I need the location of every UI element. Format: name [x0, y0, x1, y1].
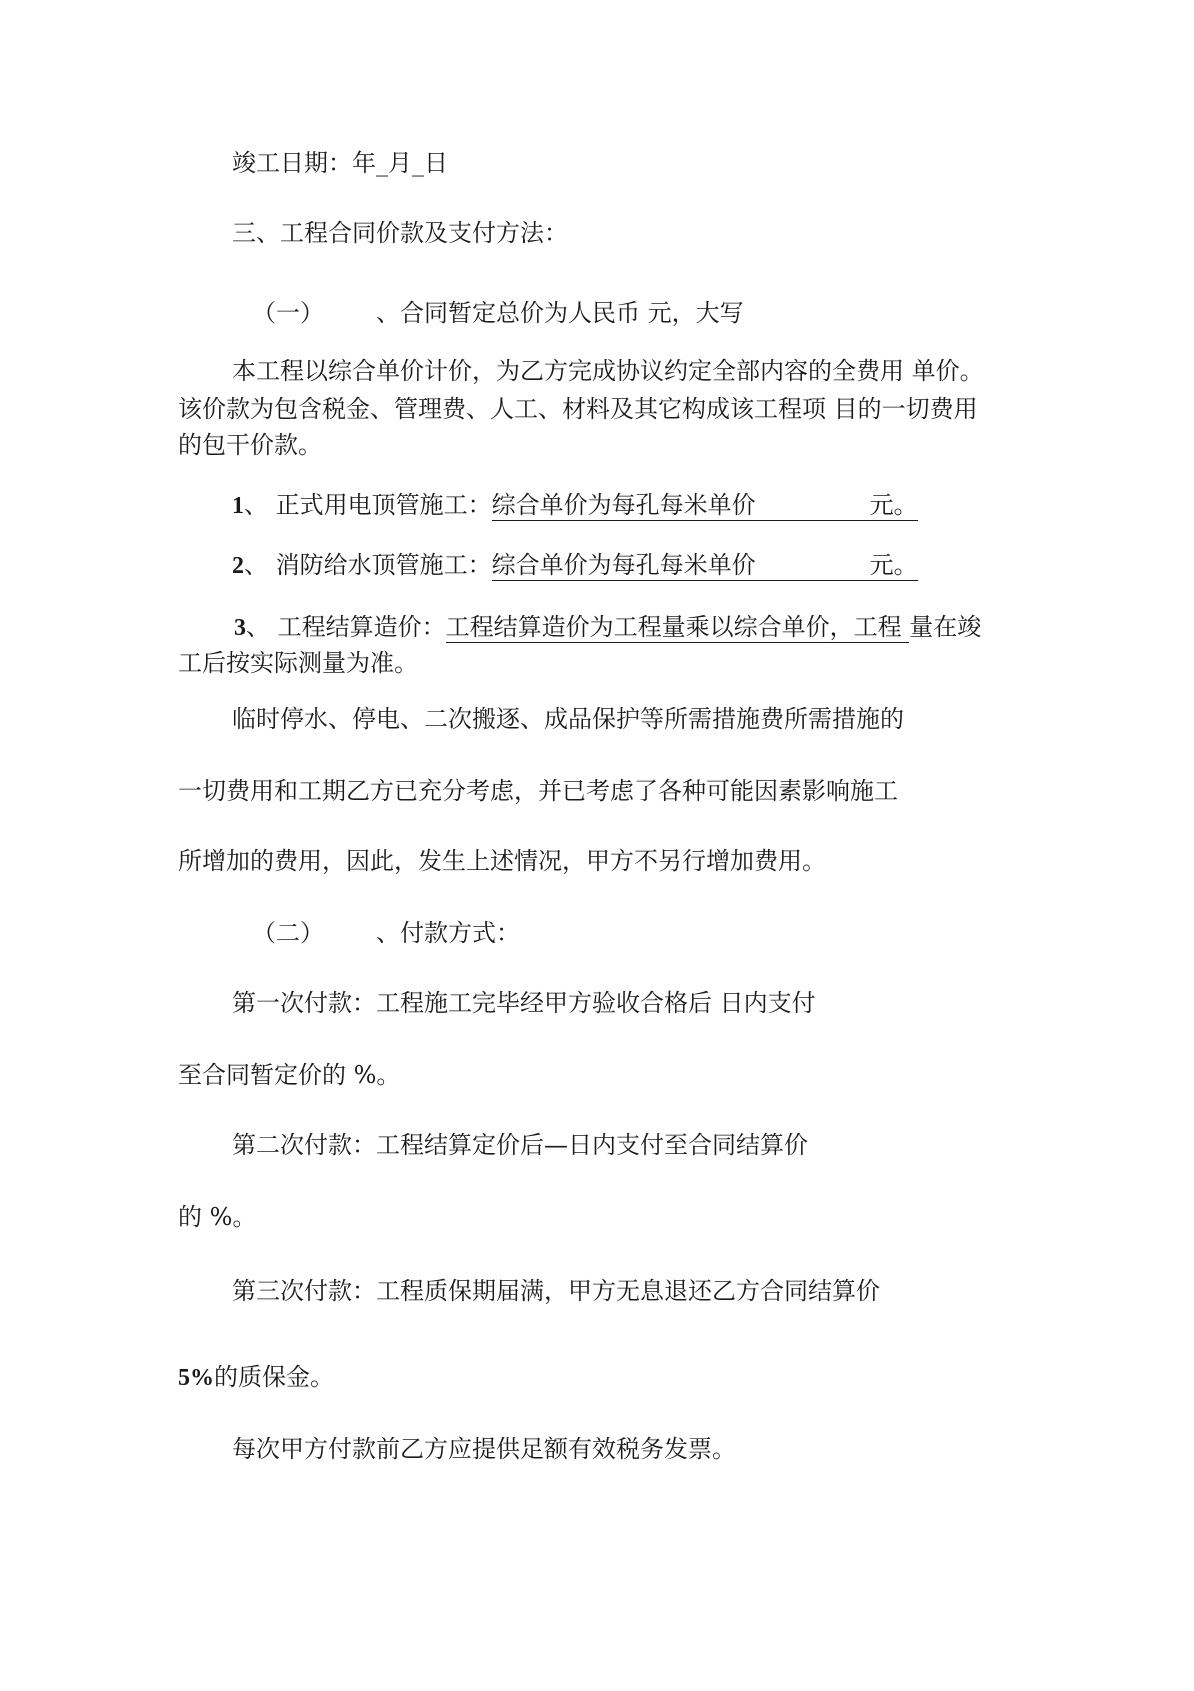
item-2-separator: 、	[244, 551, 268, 579]
item-3-line	[234, 612, 981, 643]
item-1-line	[232, 490, 918, 521]
item-1-number: 1	[232, 493, 244, 519]
unit-price-para-line-1: 本工程以综合单价计价，为乙方完成协议约定全部内容的全费用 单价。	[232, 357, 984, 385]
item-3-separator: 、	[246, 613, 270, 641]
item-3-line-2: 工后按实际测量为准。	[178, 649, 418, 677]
payment-3-line-2	[178, 1362, 334, 1393]
item-3-label: 工程结算造价：	[270, 613, 446, 641]
payment-1-line-2: 至合同暂定价的 %。	[178, 1061, 401, 1089]
payment-1-line-1: 第一次付款：工程施工完毕经甲方验收合格后 日内支付	[232, 989, 816, 1017]
unit-price-para-line-3: 的包干价款。	[178, 431, 322, 459]
item-2-underlined-field: 综合单价为每孔每米单价 元。	[491, 551, 918, 579]
retention-text: 的质保金。	[214, 1363, 334, 1391]
item-1-separator: 、	[244, 491, 268, 519]
item-3-rest: 量在竣	[909, 613, 982, 641]
retention-percent: 5%	[178, 1365, 214, 1391]
completion-date-line: 竣工日期：年_月_日	[232, 149, 448, 177]
subsection-1-marker: （一）	[252, 299, 324, 327]
temp-measures-line-2: 一切费用和工期乙方已充分考虑，并已考虑了各种可能因素影响施工	[178, 777, 898, 805]
item-3-underlined-text: 工程结算造价为工程量乘以综合单价，工程	[445, 613, 910, 641]
payment-3-line-1: 第三次付款：工程质保期届满，甲方无息退还乙方合同结算价	[232, 1277, 880, 1305]
subsection-1-heading	[252, 298, 744, 328]
item-2-number: 2	[232, 553, 244, 579]
subsection-1-text: 、合同暂定总价为人民币 元，大写	[376, 299, 744, 327]
subsection-2-heading	[252, 918, 520, 948]
item-1-label: 正式用电顶管施工：	[268, 491, 492, 519]
item-2-label: 消防给水顶管施工：	[268, 551, 492, 579]
subsection-2-text: 、付款方式：	[376, 919, 520, 947]
subsection-2-marker: （二）	[252, 919, 324, 947]
temp-measures-line-1: 临时停水、停电、二次搬逐、成品保护等所需措施费所需措施的	[232, 705, 904, 733]
section-3-heading: 三、工程合同价款及支付方法：	[232, 219, 568, 247]
unit-price-para-line-2: 该价款为包含税金、管理费、人工、材料及其它构成该工程项 目的一切费用	[178, 395, 978, 423]
invoice-note: 每次甲方付款前乙方应提供足额有效税务发票。	[232, 1435, 736, 1463]
temp-measures-line-3: 所增加的费用，因此，发生上述情况，甲方不另行增加费用。	[178, 847, 826, 875]
item-2-line	[232, 550, 918, 581]
item-3-number: 3	[234, 615, 246, 641]
payment-2-line-1: 第二次付款：工程结算定价后—日内支付至合同结算价	[232, 1131, 808, 1159]
item-1-underlined-field: 综合单价为每孔每米单价 元。	[491, 491, 918, 519]
payment-2-line-2: 的 %。	[178, 1203, 257, 1231]
